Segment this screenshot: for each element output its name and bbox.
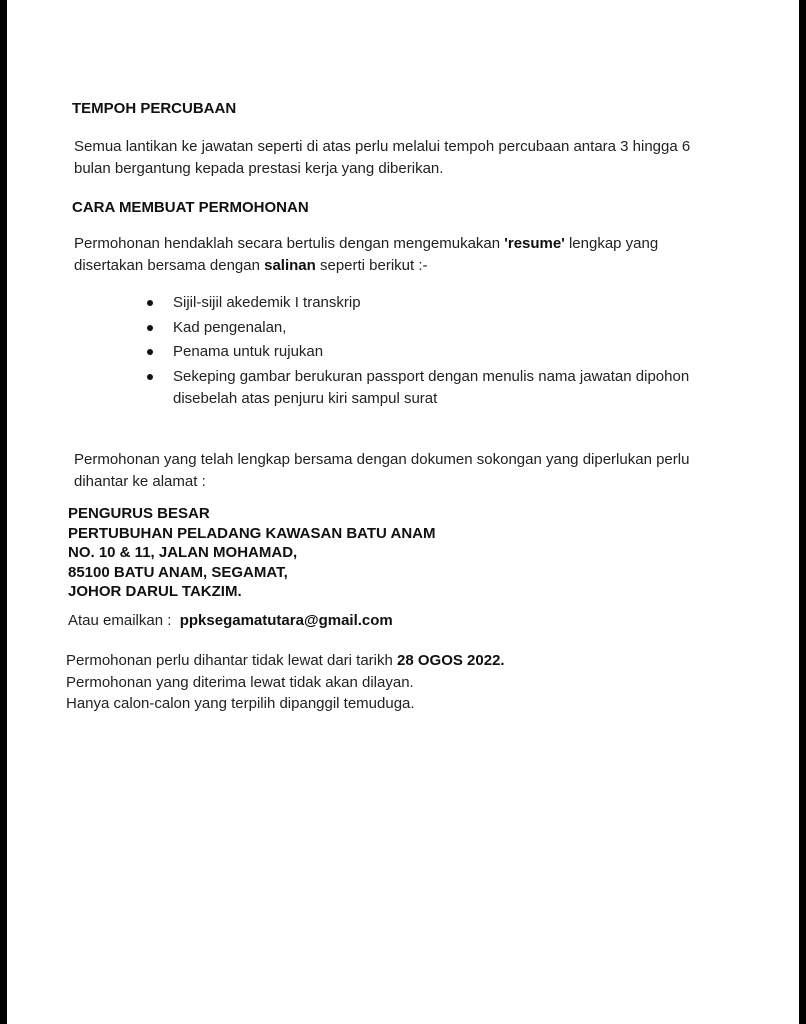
application-notes	[66, 650, 505, 715]
list-item: Sekeping gambar berukuran passport dengan menulis nama jawatan dipohon disebelah atas penjuru kiri sampul surat	[144, 366, 744, 410]
email-address-link[interactable]: ppksegamatutara@gmail.com	[179, 612, 393, 629]
hantar-paragraph	[74, 449, 734, 493]
resume-emphasis: 'resume'	[504, 235, 565, 252]
deadline-date: 28 OGOS 2022.	[397, 652, 505, 669]
tempoh-line-2: bulan bergantung kepada prestasi kerja yang diberikan.	[74, 160, 444, 177]
cara-line-1-tail: lengkap yang	[564, 235, 659, 252]
deadline-note: Permohonan perlu dihantar tidak lewat dari tarikh 28 OGOS 2022.	[66, 652, 505, 669]
mailing-address	[68, 504, 436, 602]
bullet-icon	[147, 349, 153, 355]
document-page	[7, 0, 799, 1024]
address-line: PERTUBUHAN PELADANG KAWASAN BATU ANAM	[68, 524, 436, 542]
tempoh-line-1: Semua lantikan ke jawatan seperti di atas perlu melalui tempoh percubaan antara 3 hingga 6	[74, 138, 691, 155]
address-line: 85100 BATU ANAM, SEGAMAT,	[68, 563, 288, 581]
bullet-icon	[147, 325, 153, 331]
email-label: Atau emailkan :	[68, 612, 180, 629]
cara-permohonan-paragraph	[74, 233, 734, 277]
cara-line-1-text: Permohonan hendaklah secara bertulis dengan mengemukakan	[74, 235, 505, 252]
list-item: Penama untuk rujukan	[144, 341, 744, 363]
late-note: Permohonan yang diterima lewat tidak akan dilayan.	[66, 673, 414, 691]
address-line: PENGURUS BESAR	[68, 505, 210, 522]
salinan-emphasis: salinan	[264, 257, 316, 274]
bullet-icon	[147, 374, 153, 380]
section-title-tempoh-percubaan: TEMPOH PERCUBAAN	[72, 100, 237, 117]
bullet-icon	[147, 300, 153, 306]
address-line: JOHOR DARUL TAKZIM.	[68, 583, 242, 601]
cara-line-2-tail: seperti berikut :-	[315, 257, 428, 274]
email-line	[68, 612, 393, 629]
list-item: Sijil-sijil akedemik I transkrip	[144, 292, 744, 314]
list-item: Kad pengenalan,	[144, 317, 744, 339]
address-line: NO. 10 & 11, JALAN MOHAMAD,	[68, 544, 298, 562]
tempoh-percubaan-paragraph	[74, 136, 734, 180]
section-title-cara-membuat-permohonan: CARA MEMBUAT PERMOHONAN	[72, 199, 309, 216]
hantar-line-2: dihantar ke alamat :	[74, 473, 206, 490]
document-list	[144, 292, 744, 412]
cara-line-2-text: disertakan bersama dengan	[74, 257, 265, 274]
shortlist-note: Hanya calon-calon yang terpilih dipanggil temuduga.	[66, 695, 415, 712]
hantar-line-1: Permohonan yang telah lengkap bersama dengan dokumen sokongan yang diperlukan perlu	[74, 451, 690, 468]
